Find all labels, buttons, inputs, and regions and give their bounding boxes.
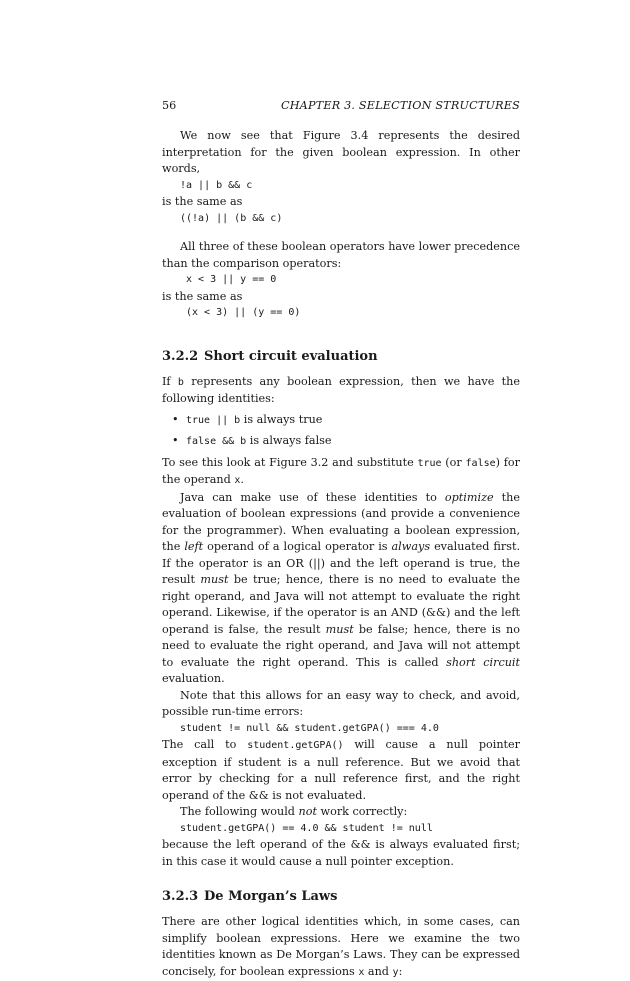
- null-pointer-paragraph: The call to student.getGPA() will cause a null pointer exception if student is a null reference. But we avoid that error by checking for a null reference first, and the right operand of the && is not evaluated.: [162, 738, 520, 802]
- section-heading-322: [162, 348, 520, 366]
- same-as-text-1: is the same as: [162, 195, 243, 208]
- optimize-paragraph: Java can make use of these identities to optimize the evaluation of boolean expressions (and provide a convenience for the programmer). When evaluating a boolean expression, the left operand of a logical operator is always evaluated first. If the operator is an OR (||) and the left operand is true, the result must be true; hence, there is no need to evaluate the right operand, and Java will not attempt to evaluate the right operand. Likewise, if the operator is an AND (&&) and the left operand is false, the result must be false; hence, there is no need to evaluate the right operand, and Java will not attempt to evaluate the right operand. This is called short circuit evaluation.: [162, 490, 520, 685]
- page-body: [162, 128, 520, 981]
- section-number: 3.2.2: [162, 348, 199, 364]
- code-expression-4: (x < 3) || (y == 0): [186, 307, 301, 318]
- de-morgan-paragraph: There are other logical identities which, in some cases, can simplify boolean expressions. Here we examine the two identities known as De Morgan’s Laws. They can be expressed concisely, for boolean expressions x and y:: [162, 915, 520, 978]
- section-heading-323: [162, 888, 520, 906]
- section-title: De Morgan’s Laws: [204, 889, 338, 904]
- code-expression-6: student.getGPA() == 4.0 && student != null: [180, 822, 433, 834]
- same-as-text-2: is the same as: [162, 289, 243, 303]
- list-item: • true || b is always true: [172, 412, 323, 426]
- section-number: 3.2.3: [162, 889, 199, 904]
- runtime-errors-paragraph: Note that this allows for an easy way to check, and avoid, possible run-time errors:: [162, 688, 520, 718]
- code-expression-2: ((!a) || (b && c): [180, 212, 283, 224]
- code-expression-1: !a || b && c: [180, 179, 253, 191]
- running-header: [162, 98, 520, 114]
- because-paragraph: because the left operand of the && is always evaluated first; in this case it would cause a null pointer exception.: [162, 838, 520, 868]
- identity-list: [162, 412, 520, 451]
- see-figure-paragraph: To see this look at Figure 3.2 and substitute true (or false) for the operand x.: [162, 455, 520, 486]
- intro-paragraph-1: We now see that Figure 3.4 represents the desired interpretation for the given boolean expression. In other words,: [162, 129, 520, 175]
- intro-paragraph-2: All three of these boolean operators have lower precedence than the comparison operators:: [162, 240, 520, 270]
- not-work-paragraph: The following would not work correctly:: [180, 805, 408, 818]
- page-number: 56: [162, 99, 177, 112]
- chapter-title: CHAPTER 3. SELECTION STRUCTURES: [280, 99, 520, 112]
- code-expression-5: student != null && student.getGPA() === 4.0: [180, 722, 439, 734]
- code-expression-3: x < 3 || y == 0: [186, 274, 277, 285]
- identities-lead: If b represents any boolean expression, then we have the following identities:: [162, 374, 520, 405]
- section-title: Short circuit evaluation: [204, 348, 378, 364]
- list-item: • false && b is always false: [172, 434, 332, 447]
